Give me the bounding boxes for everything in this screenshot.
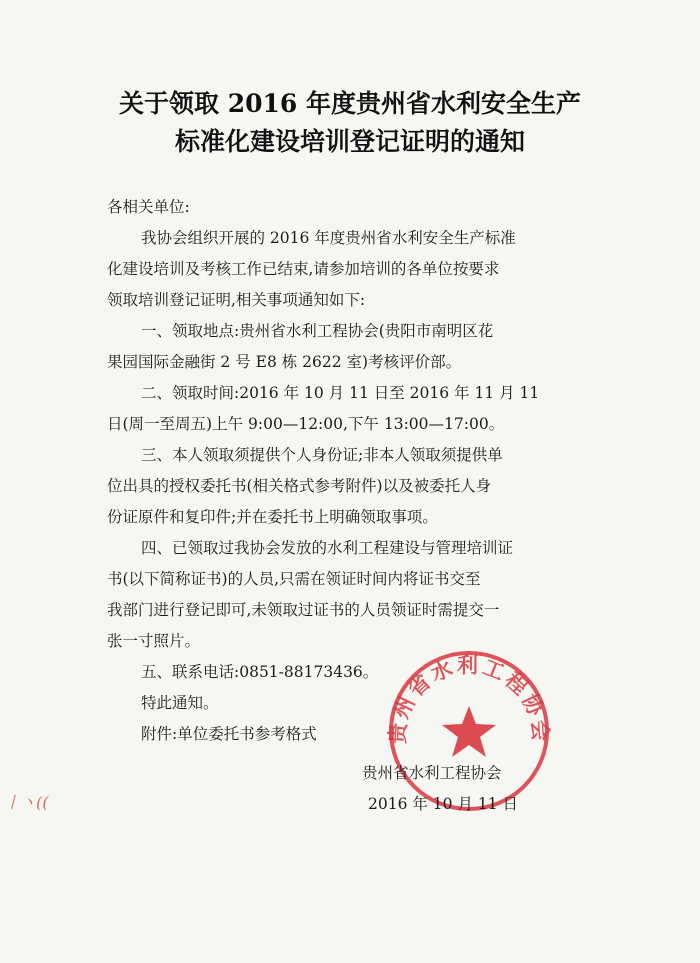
signature-date: 2016 年 10 月 11 日: [368, 795, 519, 813]
body-line: 果园国际金融街 2 号 E8 栋 2622 室)考核评价部。: [107, 353, 462, 371]
body-line: 四、已领取过我协会发放的水利工程建设与管理培训证: [141, 539, 514, 557]
body-line: 二、领取时间:2016 年 10 月 11 日至 2016 年 11 月 11: [141, 384, 540, 402]
body-line: 张一寸照片。: [107, 632, 201, 650]
salutation: 各相关单位:: [107, 198, 190, 216]
body-line: 我协会组织开展的 2016 年度贵州省水利安全生产标准: [141, 229, 516, 247]
document-title-line2: 标准化建设培训登记证明的通知: [174, 127, 525, 156]
official-seal-stamp: [384, 646, 554, 816]
body-line: 五、联系电话:0851-88173436。: [141, 663, 379, 681]
margin-mark: 丨丶((: [4, 793, 49, 812]
svg-text:贵州省水利工程协会: 贵州省水利工程协会: [385, 653, 553, 745]
document-title-line1: 关于领取 2016 年度贵州省水利安全生产: [119, 89, 581, 118]
body-line: 化建设培训及考核工作已结束,请参加培训的各单位按要求: [107, 260, 500, 278]
body-line: 领取培训登记证明,相关事项通知如下:: [107, 291, 366, 309]
attachment-note: 附件:单位委托书参考格式: [141, 725, 317, 743]
body-line: 三、本人领取须提供个人身份证;非本人领取须提供单: [141, 446, 503, 464]
signature-organization: 贵州省水利工程协会: [362, 764, 502, 782]
body-line: 书(以下简称证书)的人员,只需在领证时间内将证书交至: [107, 570, 481, 588]
body-line: 特此通知。: [141, 694, 219, 712]
body-line: 我部门进行登记即可,未领取过证书的人员领证时需提交一: [107, 601, 500, 619]
body-line: 份证原件和复印件;并在委托书上明确领取事项。: [107, 508, 438, 526]
body-line: 一、领取地点:贵州省水利工程协会(贵阳市南明区花: [141, 322, 494, 340]
body-line: 位出具的授权委托书(相关格式参考附件)以及被委托人身: [107, 477, 492, 495]
body-line: 日(周一至周五)上午 9:00—12:00,下午 13:00—17:00。: [107, 415, 505, 433]
